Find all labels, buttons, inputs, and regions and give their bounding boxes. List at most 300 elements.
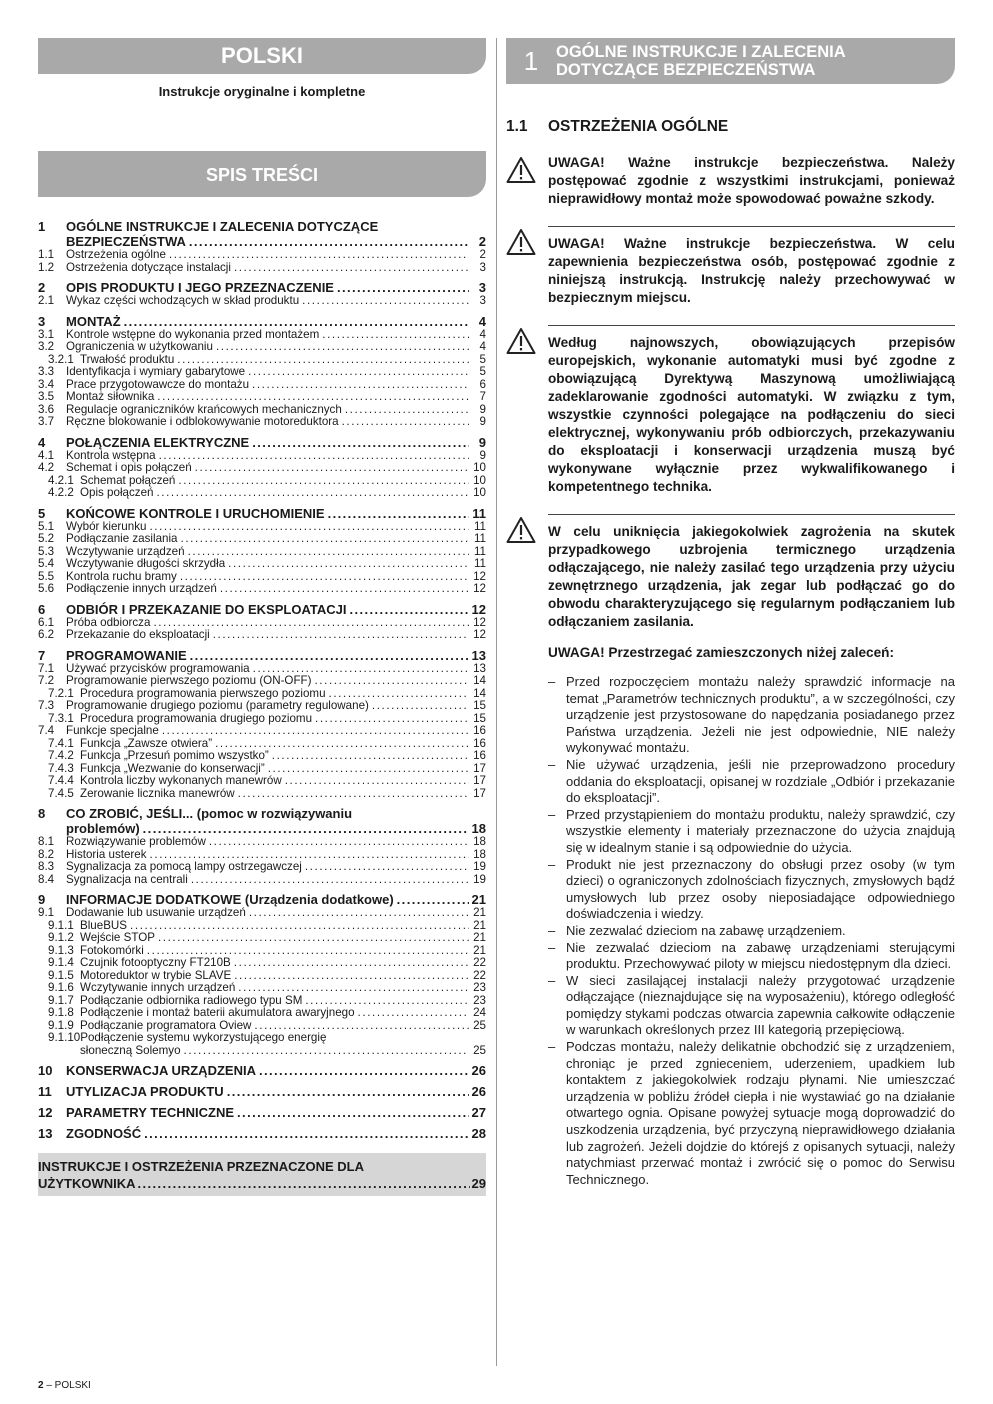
warning-triangle-icon [506,154,548,208]
toc-entry-page: 12 [473,628,486,641]
toc-entry[interactable] [38,262,486,275]
section-number: 1 [523,45,539,76]
toc-entry-page: 25 [473,1018,486,1032]
toc-entry-page: 9 [479,402,486,416]
toc-entry-title: ZGODNOŚĆ [66,1126,142,1141]
user-instructions-entry[interactable] [38,1153,486,1196]
toc-entry[interactable] [38,533,486,546]
warning-triangle-icon [506,514,548,631]
toc-entry-title: Zerowanie licznika manewrów [80,786,235,800]
toc-entry-title: Programowanie drugiego poziomu (parametry regulowane) [66,699,369,712]
leader-dots [144,1126,468,1141]
warning-block [506,325,955,496]
leader-dots [189,234,469,249]
toc-entry-page: 2 [479,248,486,261]
warning-triangle-icon [506,325,548,496]
toc-entry-title: Czujnik fotooptyczny FT210B [80,956,231,969]
leader-dots [397,892,469,907]
toc-entry-number: 3.2 [38,340,55,353]
toc-entry-title: Opis połączeń [80,486,154,499]
recommendation-item: – Nie używać urządzenia, jeśli nie przeprowadzono procedury oddania do eksploatacji, opisanej w rozdziale „Odbiór i przekazanie do eksploatacji”. [548,757,955,807]
leader-dots [195,462,469,475]
toc-entry-title: POŁĄCZENIA ELEKTRYCZNE [66,434,250,450]
toc-entry-page: 11 [473,532,486,545]
toc-entry-number: 9.1.1 [48,918,74,932]
document-subtitle: Instrukcje oryginalne i kompletne [158,84,366,99]
toc-entry-number: 4.2 [38,461,55,474]
toc-entry-title: KOŃCOWE KONTROLE I URUCHOMIENIE [66,505,325,521]
toc-entry-title: Przekazanie do eksploatacji [66,628,210,641]
leader-dots [305,861,469,874]
toc-entry-page: 9 [479,415,486,428]
leader-dots [337,280,469,295]
toc-entry-page: 17 [473,761,486,775]
toc-entry-number: 13 [38,1126,53,1141]
toc-entry-number: 3.3 [38,365,55,378]
toc-entry-title: Kontrole wstępne do wykonania przed montażem [66,327,320,341]
toc-entry[interactable] [38,416,486,429]
warning-block [506,514,955,631]
toc-entry-number: 5.1 [38,519,55,533]
language-banner: POLSKI [38,38,486,74]
leader-dots [169,249,469,262]
leader-dots [249,907,469,920]
toc-entry-number: 7.4.2 [48,749,74,762]
toc-entry-number: 3.5 [38,390,55,403]
toc-entry-title: CO ZROBIĆ, JEŚLI... (pomoc w rozwiązywaniu [66,806,353,821]
toc-entry-page: 12 [473,569,486,583]
toc-entry-number: 8.1 [38,835,55,848]
leader-dots [180,571,469,584]
toc-entry-number: 9.1.10 [48,1031,81,1044]
toc-entry-number: 10 [38,1063,53,1078]
toc-entry[interactable] [38,750,486,763]
recommendation-item: – Przed przystąpieniem do montażu produktu, należy sprawdzić, czy wszystkie elementy i materiały przeznaczone do użycia znajdują się w idealnym stanie i są odpowiednie do użycia. [548,807,955,857]
toc-entry[interactable] [38,558,486,571]
toc-entry-number: 7.4.3 [48,761,74,775]
toc-entry-page: 12 [471,601,486,617]
toc-entry-title: Podłączanie programatora Oview [80,1018,252,1032]
toc-entry-title: Programowanie pierwszego poziomu (ON-OFF) [66,674,312,687]
warning-block [506,226,955,307]
toc-entry[interactable] [38,775,486,788]
toc-entry-number: 9.1.6 [48,981,74,994]
leader-dots [220,583,469,596]
toc-entry[interactable] [38,1126,486,1141]
toc-entry-page: 3 [479,294,486,307]
toc-entry-page: 10 [473,473,486,487]
leader-dots [213,629,469,642]
toc-entry-number: 3.1 [38,327,55,341]
leader-dots [238,982,469,995]
toc-entry-number: 8.2 [38,847,55,861]
toc-entry[interactable] [38,874,486,887]
toc-entry-title: PROGRAMOWANIE [66,647,187,663]
toc-entry-page: 21 [473,918,486,932]
toc-entry-number: 3.6 [38,402,55,416]
toc-entry-title: PARAMETRY TECHNICZNE [66,1105,235,1120]
toc-entry-number: 1.1 [38,248,55,261]
toc-entry-page: 3 [479,260,486,274]
toc-entry-title: Motoreduktor w trybie SLAVE [80,968,232,982]
toc-entry[interactable] [38,487,486,500]
toc-entry-number: 7.2 [38,674,55,687]
leader-dots [158,932,469,945]
toc-entry[interactable] [38,806,486,821]
toc-entry-title: Fotokomórki [80,943,144,957]
toc-entry-page: 14 [473,686,486,700]
toc-entry-page: 21 [473,906,486,919]
leader-dots [234,957,469,970]
leader-dots [252,435,469,450]
toc-entry-number: 1 [38,219,46,234]
toc-entry-page: 13 [471,647,486,663]
leader-dots [358,1007,469,1020]
toc-entry-title: Montaż siłownika [66,390,155,403]
warning-text: W celu uniknięcia jakiegokolwiek zagrożenia na skutek przypadkowego uzbrojenia termicznego urządzenia odłączającego, nie należy zasilać tego urządzenia przy użyciu zewnętrznego urządzenia, jak zegar lub podłączać go do obwodu charakteryzującego się regularnym podłączaniem lub odłączaniem zasilania. [548,514,955,631]
toc-entry-page: 11 [473,557,486,570]
warning-block [506,154,955,208]
toc-entry[interactable] [38,506,486,521]
toc-entry-number: 7 [38,647,46,663]
leader-dots [322,329,469,342]
leader-dots [162,725,469,738]
footer-language: – POLSKI [43,1380,91,1391]
toc-entry-title: Identyfikacja i wymiary gabarytowe [66,365,246,378]
toc-entry-number: 6.2 [38,628,55,641]
recommendation-item: – Przed rozpoczęciem montażu należy sprawdzić informacje na temat „Parametrów technicznych produktu”, a w szczególności, czy urządzenie jest przystosowane do napędzania posiadanego przez Państwa urządzenia. Jeżeli nie jest odpowiednie, NIE należy wykonywać montażu. [548,674,955,757]
toc-entry-title: Ostrzeżenia ogólne [66,248,166,261]
toc-entry-page: 4 [478,313,486,329]
toc-entry-title: UTYLIZACJA PRODUKTU [66,1084,224,1099]
toc-entry[interactable] [38,1007,486,1020]
leader-dots [190,648,469,663]
toc-entry-title: Funkcja „Zawsze otwiera” [80,736,213,750]
leader-dots [328,506,469,521]
toc-entry-title: Podłączenie i montaż baterii akumulatora awaryjnego [80,1006,355,1019]
leader-dots [252,379,469,392]
toc-entry[interactable] [38,725,486,738]
toc-entry[interactable] [38,462,486,475]
toc-entry[interactable] [38,1045,486,1058]
toc-entry-number: 9.1.9 [48,1018,74,1032]
toc-entry-page: 18 [473,835,486,848]
leader-dots [259,1063,469,1078]
toc-entry-number: 5.5 [38,569,55,583]
toc-entry[interactable] [38,836,486,849]
toc-entry-number: 4.2.2 [48,486,74,499]
toc-entry[interactable] [38,366,486,379]
toc-entry-page: 13 [473,661,486,675]
page-footer [38,1380,91,1391]
toc-entry-page: 17 [473,786,486,800]
toc-entry-page: 16 [473,724,486,737]
toc-entry-title: OPIS PRODUKTU I JEGO PRZEZNACZENIE [66,280,334,295]
toc-entry-page: 24 [473,1006,486,1019]
leader-dots [342,416,469,429]
toc-entry-page: 26 [471,1084,486,1099]
toc-entry-page: 4 [479,327,486,341]
toc-entry[interactable] [38,932,486,945]
toc-entry-title: Wczytywanie innych urządzeń [80,981,236,994]
section-title-line2: DOTYCZĄCE BEZPIECZEŃSTWA [556,61,816,79]
toc-entry-number: 9.1.4 [48,956,74,969]
recommendation-item: – W sieci zasilającej instalacji należy przygotować urządzenie odłączające (nieznajdujące się na wyposażeniu), którego odległość pomiędzy stykami podczas otwarcia zapewnia całkowite odłączenie w warunkach określonych przez III kategorią przepięciową. [548,973,955,1039]
toc-entry-page: 19 [473,860,486,873]
toc-entry-number: 12 [38,1105,53,1120]
leader-dots [234,970,469,983]
toc-entry-page: 23 [473,981,486,994]
toc-entry[interactable] [38,583,486,596]
leader-dots [178,475,469,488]
leader-dots [216,341,469,354]
toc-entry[interactable] [38,249,486,262]
leader-dots [130,920,469,933]
toc-entry-page: 16 [473,736,486,750]
toc-entry-number: 1.2 [38,260,55,274]
toc-entry-number: 7.4.1 [48,736,74,750]
toc-entry-page: 9 [479,448,486,462]
toc-entry-title: Wybór kierunku [66,519,147,533]
toc-entry[interactable] [38,341,486,354]
toc-entry[interactable] [38,1063,486,1078]
toc-entry-page: 26 [471,1063,486,1078]
toc-entry-number: 7.4 [38,724,55,737]
leader-dots [234,262,469,275]
leader-dots [238,788,469,801]
toc-entry-page: 7 [479,390,486,403]
toc-entry[interactable] [38,234,486,249]
toc-entry[interactable] [38,1084,486,1099]
leader-dots [285,775,469,788]
toc-entry-number: 4 [38,434,46,450]
toc-entry-page: 15 [473,699,486,712]
column-divider [496,38,497,1366]
toc-entry-page: 10 [473,461,486,474]
toc-entry-title: Podłączanie zasilania [66,532,178,545]
toc-entry-title: Schemat połączeń [80,473,176,487]
toc-entry-page: 28 [471,1126,486,1141]
toc-entry-number: 9.1.2 [48,931,74,944]
toc-entry-page: 12 [473,582,486,595]
toc-entry[interactable] [38,957,486,970]
toc-entry-page: 17 [473,774,486,787]
toc-entry-page: 14 [473,674,486,687]
toc-entry-page: 2 [478,234,486,249]
toc-entry-title: słoneczną Solemyo [80,1043,181,1057]
toc-entry-page: 21 [471,892,486,907]
toc-entry-title: problemów) [66,821,140,836]
toc-entry-title: Próba odbiorcza [66,615,151,629]
toc-entry-page: 3 [478,280,486,295]
user-entry-page: 29 [471,1176,486,1191]
leader-dots [315,713,469,726]
toc-entry-title: INFORMACJE DODATKOWE (Urządzenia dodatkowe) [66,892,394,907]
warning-text: UWAGA! Ważne instrukcje bezpieczeństwa. W celu zapewnienia bezpieczeństwa osób, postępować zgodnie z niniejszą instrukcją. Instrukcję należy przechowywać w bezpiecznym miejscu. [548,226,955,307]
toc-entry-title: Ostrzeżenia dotyczące instalacji [66,260,231,274]
leader-dots [184,1045,469,1058]
toc-entry[interactable] [38,648,486,663]
toc-entry-number: 2.1 [38,294,55,307]
warning-text: UWAGA! Ważne instrukcje bezpieczeństwa. Należy postępować zgodnie z wszystkimi instrukcjami, ponieważ nieprawidłowy montaż może spowodować poważne szkody. [548,155,955,206]
toc-entry-number: 7.2.1 [48,686,74,700]
toc-entry-number: 8 [38,806,46,821]
toc-entry-page: 11 [473,519,486,533]
toc-entry-number: 7.3 [38,699,55,712]
section-banner [506,38,955,84]
toc-entry-page: 11 [473,544,486,558]
toc-entry-page: 21 [473,943,486,957]
toc-entry-number: 3.7 [38,415,55,428]
right-column [506,38,955,1188]
toc-entry-page: 16 [473,749,486,762]
toc-entry[interactable] [38,295,486,308]
toc-entry-title: Sygnalizacja na centrali [66,872,188,886]
toc-entry-title: Wykaz części wchodzących w skład produktu [66,294,300,307]
toc-entry[interactable] [38,907,486,920]
leader-dots [268,763,469,776]
toc-entry-title: Funkcja „Przesuń pomimo wszystko” [80,749,269,762]
toc-entry-title: Podłączenie innych urządzeń [66,582,217,595]
toc-entry-title: Schemat i opis połączeń [66,461,192,474]
subsection-title: OSTRZEŻENIA OGÓLNE [548,118,729,135]
toc-entry-number: 5.3 [38,544,55,558]
leader-dots [124,314,469,329]
recommendations-list [548,674,955,1188]
toc-entry-title: Ręczne blokowanie i odblokowywanie motoreduktora [66,415,339,428]
recommendation-item: – Nie zezwalać dzieciom na zabawę urządzeniami sterującymi produktu. Przechowywać piloty w miejscu niedostępnym dla dzieci. [548,940,955,973]
toc-entry-title: Procedura programowania pierwszego poziomu [80,686,326,700]
leader-dots [237,1105,468,1120]
leader-dots [181,533,470,546]
leader-dots [143,821,469,836]
toc-entry[interactable] [38,982,486,995]
warning-text: Według najnowszych, obowiązujących przepisów europejskich, wykonanie automatyki musi być zgodne z obowiązującą Dyrektywą Maszynową umożliwiającą zadeklarowanie zgodności automatyki. W związku z tym, wszystkie czynności polegające na podłączeniu do sieci elektrycznej, wykonywaniu prób odbiorczych, przekazywaniu do eksploatacji i konserwacji urządzenia muszą być wykonywane wyłącznie przez wykwalifikowanego i kompetentnego technika. [548,325,955,496]
toc-entry-title: OGÓLNE INSTRUKCJE I ZALECENIA DOTYCZĄCE [66,219,379,234]
toc-entry-page: 23 [473,993,486,1007]
leader-dots [159,450,469,463]
toc-entry-title: ODBIÓR I PRZEKAZANIE DO EKSPLOATACJI [66,601,347,617]
toc-entry-page: 21 [473,931,486,944]
leader-dots [191,874,469,887]
toc-entry[interactable] [38,788,486,801]
toc-entry[interactable] [38,602,486,617]
toc-entry-page: 12 [473,615,486,629]
toc-entry-number: 9.1.7 [48,993,74,1007]
toc-entry-title: Prace przygotowawcze do montażu [66,377,250,391]
toc-entry[interactable] [38,435,486,450]
toc-entry-number: 3 [38,313,46,329]
toc-entry[interactable] [38,821,486,836]
leader-dots [349,602,468,617]
toc-entry-title: Podłączenie systemu wykorzystującego energię [80,1031,327,1044]
toc-entry[interactable] [38,1105,486,1120]
toc-entry-number: 2 [38,280,46,295]
leader-dots [188,546,469,559]
toc-entry-page: 5 [479,365,486,378]
toc-entry-title: Wczytywanie długości skrzydła [66,557,226,570]
toc-entry-number: 4.2.1 [48,473,74,487]
toc-entry-number: 8.4 [38,872,55,886]
toc-entry-title: Wejście STOP [80,931,155,944]
toc-entry-title: Regulacje ograniczników krańcowych mechanicznych [66,402,342,416]
leader-dots [248,366,469,379]
user-entry-line2: UŻYTKOWNIKA [38,1176,136,1191]
toc-entry-number: 5.6 [38,582,55,595]
toc-entry[interactable] [38,1032,486,1045]
toc-entry-page: 9 [478,434,486,450]
toc-entry-page: 5 [479,352,486,366]
note-heading: UWAGA! Przestrzegać zamieszczonych niżej zaleceń: [548,645,894,660]
toc-entry-number: 8.3 [38,860,55,873]
toc-entry-title: Rozwiązywanie problemów [66,835,206,848]
toc-entry-page: 27 [471,1105,486,1120]
toc-entry-title: Kontrola wstępna [66,448,156,462]
leader-dots [227,1084,469,1099]
toc-entry[interactable] [38,219,486,234]
leader-dots [228,558,469,571]
toc-entry-number: 4.1 [38,448,55,462]
toc-entry[interactable] [38,700,486,713]
toc-entry-title: Funkcja „Wezwanie do konserwacji” [80,761,265,775]
toc-entry-title: Kontrola ruchu bramy [66,569,177,583]
toc-entry[interactable] [38,629,486,642]
toc-entry-title: Kontrola liczby wykonanych manewrów [80,774,282,787]
toc-entry-number: 7.4.4 [48,774,74,787]
toc-entry-number: 9.1.3 [48,943,74,957]
left-column [38,38,486,1196]
toc-entry-title: Funkcje specjalne [66,724,159,737]
toc-entry-number: 7.1 [38,661,55,675]
toc-entry[interactable] [38,391,486,404]
footer-page-number: 2 [38,1380,44,1391]
toc-entry-title: Ograniczenia w użytkowaniu [66,340,213,353]
toc-entry-title: Procedura programowania drugiego poziomu [80,711,313,725]
leader-dots [272,750,469,763]
section-title [556,43,846,79]
toc-entry[interactable] [38,892,486,907]
toc-entry-page: 11 [472,505,486,521]
table-of-contents [38,219,486,1141]
toc-entry-page: 25 [473,1043,486,1057]
toc-entry-number: 7.3.1 [48,711,74,725]
subsection-number: 1.1 [506,118,528,135]
toc-entry[interactable] [38,675,486,688]
toc-entry-number: 6.1 [38,615,55,629]
toc-entry-page: 10 [473,486,486,499]
toc-entry-number: 9.1.5 [48,968,74,982]
toc-entry[interactable] [38,861,486,874]
toc-entry[interactable] [38,314,486,329]
subsection-heading [506,118,955,136]
toc-entry-number: 5.2 [38,532,55,545]
toc-entry-number: 9.1.8 [48,1006,74,1019]
leader-dots [345,404,469,417]
toc-entry-title: MONTAŻ [66,313,121,329]
toc-entry-title: BlueBUS [80,918,128,932]
toc-entry-number: 7.4.5 [48,786,74,800]
toc-entry[interactable] [38,280,486,295]
toc-banner: SPIS TREŚCI [38,151,486,197]
user-entry-line1: INSTRUKCJE I OSTRZEŻENIA PRZEZNACZONE DLA [38,1159,364,1174]
toc-entry-page: 18 [471,821,486,836]
toc-entry-number: 5 [38,505,46,521]
toc-entry-page: 15 [473,711,486,725]
toc-entry-title: Trwałość produktu [80,352,175,366]
toc-entry-title: Używać przycisków programowania [66,661,250,675]
toc-entry-number: 3.2.1 [48,352,74,366]
toc-entry-title: Historia usterek [66,847,147,861]
